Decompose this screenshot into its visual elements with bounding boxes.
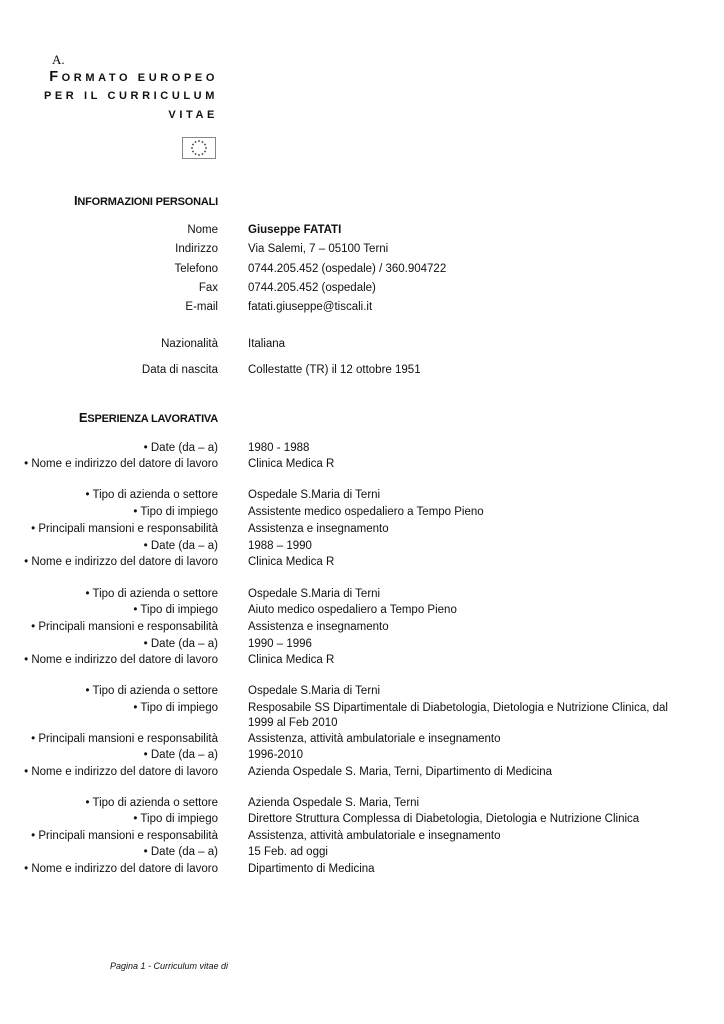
field-label: Telefono (174, 263, 218, 275)
field-value: Via Salemi, 7 – 05100 Terni (248, 243, 389, 255)
field-label: Indirizzo (175, 243, 218, 255)
field-label: • Tipo di azienda o settore (85, 685, 218, 697)
field-value: 1988 – 1990 (248, 540, 312, 552)
field-value: Clinica Medica R (248, 654, 335, 666)
field-value: Direttore Struttura Complessa di Diabetologia, Dietologia e Nutrizione Clinica (248, 813, 640, 825)
field-value: Giuseppe FATATI (248, 224, 342, 236)
field-value: 1990 – 1996 (248, 638, 312, 650)
field-value: Azienda Ospedale S. Maria, Terni, Dipartimento di Medicina (248, 766, 553, 778)
field-value: 0744.205.452 (ospedale) (248, 282, 376, 294)
field-label: • Nome e indirizzo del datore di lavoro (24, 654, 218, 666)
field-value: Resposabile SS Dipartimentale di Diabetologia, Dietologia e Nutrizione Clinica, dal 1999 al Feb 2010 (248, 702, 668, 729)
section-heading-personal (74, 193, 218, 208)
field-label: • Nome e indirizzo del datore di lavoro (24, 458, 218, 470)
heading-initial: E (78, 410, 88, 425)
field-value: Ospedale S.Maria di Terni (248, 685, 381, 697)
field-value: Collestatte (TR) il 12 ottobre 1951 (248, 364, 421, 376)
field-value: Assistenza e insegnamento (248, 621, 389, 633)
field-value: Ospedale S.Maria di Terni (248, 489, 381, 501)
field-label: • Tipo di azienda o settore (85, 588, 218, 600)
field-value: Assistenza, attività ambulatoriale e insegnamento (248, 733, 501, 745)
heading-initial: I (73, 193, 78, 208)
title-rest: ORMATO EUROPEO (61, 72, 218, 84)
section-heading-experience (79, 410, 218, 425)
field-label: • Date (da – a) (143, 846, 218, 858)
field-label: • Tipo di azienda o settore (85, 797, 218, 809)
field-label: • Principali mansioni e responsabilità (31, 830, 218, 842)
field-label: • Date (da – a) (143, 638, 218, 650)
page-footer: Pagina 1 - Curriculum vitae di (110, 961, 229, 971)
field-label: Fax (198, 282, 218, 294)
heading-rest: NFORMAZIONI PERSONALI (77, 196, 218, 208)
field-value: Dipartimento di Medicina (248, 863, 375, 875)
cv-title-line2: PER IL CURRICULUM (43, 90, 218, 102)
field-label: • Date (da – a) (143, 749, 218, 761)
field-label: • Tipo di azienda o settore (85, 489, 218, 501)
field-label: Nome (187, 224, 218, 236)
heading-rest: SPERIENZA LAVORATIVA (87, 413, 218, 425)
field-value: Aiuto medico ospedaliero a Tempo Pieno (248, 604, 457, 616)
field-label: • Tipo di impiego (133, 702, 218, 714)
eu-flag-icon (182, 137, 216, 159)
field-value: Italiana (248, 338, 286, 350)
field-value: Assistenza, attività ambulatoriale e insegnamento (248, 830, 501, 842)
field-label: • Date (da – a) (143, 540, 218, 552)
field-label: • Tipo di impiego (133, 604, 218, 616)
field-value: Azienda Ospedale S. Maria, Terni (248, 797, 420, 809)
field-value: 1980 - 1988 (248, 442, 310, 454)
field-label: Data di nascita (141, 364, 218, 376)
field-value: Assistente medico ospedaliero a Tempo Pieno (248, 506, 484, 518)
field-value: Clinica Medica R (248, 458, 335, 470)
field-label: • Principali mansioni e responsabilità (31, 523, 218, 535)
field-label: • Nome e indirizzo del datore di lavoro (24, 556, 218, 568)
field-label: Nazionalità (161, 338, 218, 350)
field-label: • Date (da – a) (143, 442, 218, 454)
title-initial: F (49, 69, 62, 85)
field-value: 0744.205.452 (ospedale) / 360.904722 (248, 263, 447, 275)
field-value: Assistenza e insegnamento (248, 523, 389, 535)
field-label: • Tipo di impiego (133, 506, 218, 518)
field-value: 15 Feb. ad oggi (248, 846, 328, 858)
page-marker: A. (52, 52, 65, 67)
field-value: fatati.giuseppe@tiscali.it (248, 301, 373, 313)
field-value: 1996-2010 (248, 749, 303, 761)
cv-title-line3: VITAE (168, 109, 218, 121)
field-label: • Principali mansioni e responsabilità (31, 733, 218, 745)
field-value: Clinica Medica R (248, 556, 335, 568)
field-label: • Nome e indirizzo del datore di lavoro (24, 766, 218, 778)
field-value: Ospedale S.Maria di Terni (248, 588, 381, 600)
cv-title-line1 (49, 68, 218, 88)
field-label: E-mail (185, 301, 218, 313)
field-label: • Principali mansioni e responsabilità (31, 621, 218, 633)
field-label: • Nome e indirizzo del datore di lavoro (24, 863, 218, 875)
field-label: • Tipo di impiego (133, 813, 218, 825)
